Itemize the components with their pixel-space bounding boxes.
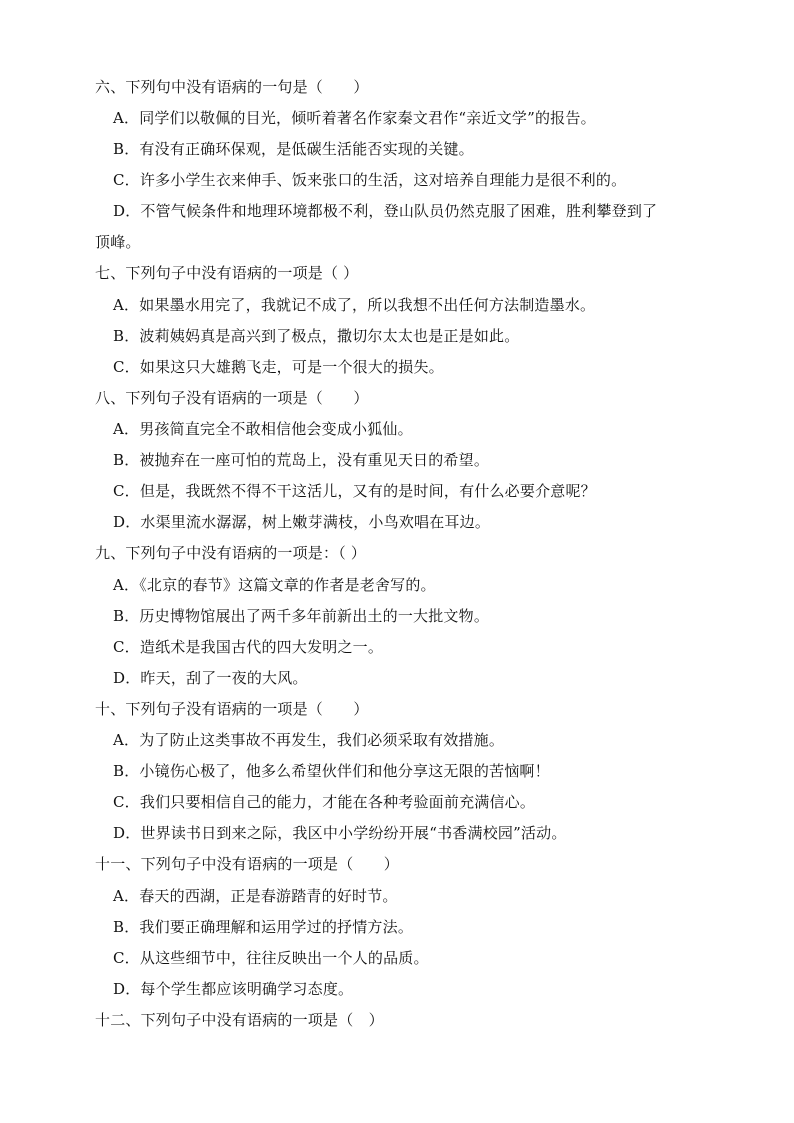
question-6-option-c: C．许多小学生衣来伸手、饭来张口的生活，这对培养自理能力是很不利的。 [113,171,627,189]
question-8-option-b: B．被抛弃在一座可怕的荒岛上，没有重见天日的希望。 [113,451,490,469]
question-8-option-c: C．但是，我既然不得不干这活儿，又有的是时间，有什么必要介意呢？ [113,482,596,500]
question-10-option-a: A．为了防止这类事故不再发生，我们必须采取有效措施。 [113,731,505,749]
question-6-option-d: D．不管气候条件和地理环境都极不利，登山队员仍然克服了困难，胜利攀登到了 [113,202,658,220]
question-11-option-a: A．春天的西湖，正是春游踏青的好时节。 [113,887,398,905]
question-9-option-a: A．《北京的春节》这篇文章的作者是老舍写的。 [113,576,436,594]
question-11-stem: 十一、下列句子中没有语病的一项是（ ） [95,855,400,873]
question-10-option-d: D．世界读书日到来之际，我区中小学纷纷开展“书香满校园”活动。 [113,824,567,842]
question-8-stem: 八、下列句子没有语病的一项是（ ） [95,389,369,407]
question-9-option-b: B．历史博物馆展出了两千多年前新出土的一大批文物。 [113,607,490,625]
question-7-stem: 七、下列句子中没有语病的一项是（ ） [95,264,359,282]
question-12-stem: 十二、下列句子中没有语病的一项是（ ） [95,1011,384,1029]
question-9-stem: 九、下列句子中没有语病的一项是：（ ） [95,544,367,562]
question-9-option-d: D．昨天，刮了一夜的大风。 [113,669,308,687]
question-11-option-b: B．我们要正确理解和运用学过的抒情方法。 [113,918,414,936]
question-11-option-d: D．每个学生都应该明确学习态度。 [113,980,354,998]
question-6-option-a: A．同学们以敬佩的目光，倾听着著名作家秦文君作“亲近文学”的报告。 [113,109,596,127]
question-10-option-c: C．我们只要相信自己的能力，才能在各种考验面前充满信心。 [113,793,536,811]
question-6-option-d-continued: 顶峰。 [95,233,141,251]
question-8-option-a: A．男孩简直完全不敢相信他会变成小狐仙。 [113,420,413,438]
question-6-option-b: B．有没有正确环保观，是低碳生活能否实现的关键。 [113,140,474,158]
question-11-option-c: C．从这些细节中，往往反映出一个人的品质。 [113,949,429,967]
question-8-option-d: D．水渠里流水潺潺，树上嫩芽满枝，小鸟欢唱在耳边。 [113,513,491,531]
question-7-option-a: A．如果墨水用完了，我就记不成了，所以我想不出任何方法制造墨水。 [113,296,596,314]
question-6-stem: 六、下列句中没有语病的一句是（ ） [95,78,369,96]
question-7-option-b: B．波莉姨妈真是高兴到了极点，撒切尔太太也是正是如此。 [113,327,520,345]
question-9-option-c: C．造纸术是我国古代的四大发明之一。 [113,638,384,656]
question-10-option-b: B．小镜伤心极了，他多么希望伙伴们和他分享这无限的苦恼啊！ [113,762,550,780]
question-10-stem: 十、下列句子没有语病的一项是（ ） [95,700,369,718]
question-7-option-c: C．如果这只大雄鹅飞走，可是一个很大的损失。 [113,358,444,376]
